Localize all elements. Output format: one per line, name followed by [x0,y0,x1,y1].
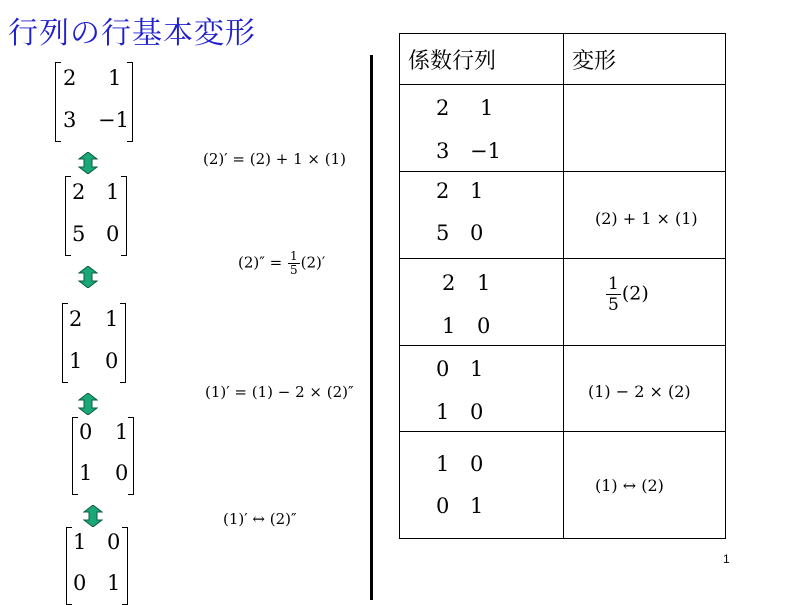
table-cell: 0 [470,221,484,245]
fraction [606,274,621,315]
fraction [288,250,300,277]
matrix-step-3 [62,303,126,383]
transformation-op: (1) − 2 × (2) [588,382,691,401]
matrix-cell: 3 [63,108,77,132]
page-number: 1 [723,552,730,566]
step-formula-3: (1)′ = (1) − 2 × (2)″ [205,383,354,401]
table-cell: 1 [442,314,456,338]
formula-rhs: (2)′ [300,253,326,272]
table-cell: 0 [436,494,450,518]
table-cell: 0 [477,314,491,338]
matrix-cell: 1 [69,349,83,373]
table-row-divider [400,84,725,85]
double-arrow-icon [83,505,103,527]
transformation-op [605,274,649,315]
matrix-cell: 0 [115,461,129,485]
table-cell: 2 [436,96,450,120]
double-arrow-icon [78,266,98,288]
table-cell: 0 [470,452,484,476]
table-cell: 1 [477,271,491,295]
fraction-numerator: 1 [608,274,619,294]
matrix-step-1 [55,62,133,142]
matrix-cell: 1 [107,571,121,595]
matrix-cell: 2 [69,307,83,331]
table-row-divider [400,431,725,432]
matrix-cell: 0 [107,530,121,554]
matrix-step-4 [72,417,134,495]
matrix-step-2 [65,176,127,256]
matrix-cell: 1 [106,180,120,204]
matrix-cell: 2 [63,66,77,90]
table-row-divider [400,171,725,172]
fraction-denominator: 5 [608,295,619,315]
table-cell: 0 [436,357,450,381]
matrix-cell: 1 [79,461,93,485]
table-cell: 1 [436,452,450,476]
table-cell: 2 [436,179,450,203]
table-cell: −1 [470,139,501,163]
matrix-cell: 0 [106,222,120,246]
fraction-operand: (2) [621,282,649,305]
table-cell: 0 [470,400,484,424]
matrix-cell: 1 [105,307,119,331]
table-column-divider [563,34,564,538]
matrix-cell: 1 [108,66,122,90]
header-coefficient-matrix: 係数行列 [408,49,497,74]
fraction-denominator: 5 [289,263,298,277]
table-cell: 2 [442,271,456,295]
table-cell: 1 [480,96,494,120]
vertical-divider [370,55,373,600]
coefficient-table [399,33,726,539]
double-arrow-icon [78,152,98,174]
table-cell: 1 [436,400,450,424]
table-row-divider [400,345,725,346]
formula-lhs: (2)″ = [238,253,287,272]
matrix-cell: 0 [73,571,87,595]
step-formula-1: (2)′ = (2) + 1 × (1) [203,150,347,168]
table-cell: 3 [436,139,450,163]
matrix-cell: 1 [115,420,129,444]
fraction-numerator: 1 [289,249,298,263]
transformation-op: (2) + 1 × (1) [595,209,698,228]
table-cell: 1 [470,179,484,203]
transformation-op: (1) ↔ (2) [595,476,664,495]
step-formula-2 [238,250,325,277]
matrix-cell: 2 [72,180,86,204]
header-transformation: 変形 [572,49,617,74]
table-cell: 5 [436,221,450,245]
matrix-cell: 1 [73,530,87,554]
table-cell: 1 [470,494,484,518]
matrix-cell: 5 [72,222,86,246]
step-formula-4: (1)′ ↔ (2)″ [223,510,297,528]
table-row-divider [400,258,725,259]
double-arrow-icon [78,393,98,415]
table-cell: 1 [470,357,484,381]
matrix-step-5 [66,527,128,605]
slide-title: 行列の行基本変形 [8,16,256,51]
matrix-cell: 0 [79,420,93,444]
matrix-cell: −1 [98,108,129,132]
matrix-cell: 0 [105,349,119,373]
